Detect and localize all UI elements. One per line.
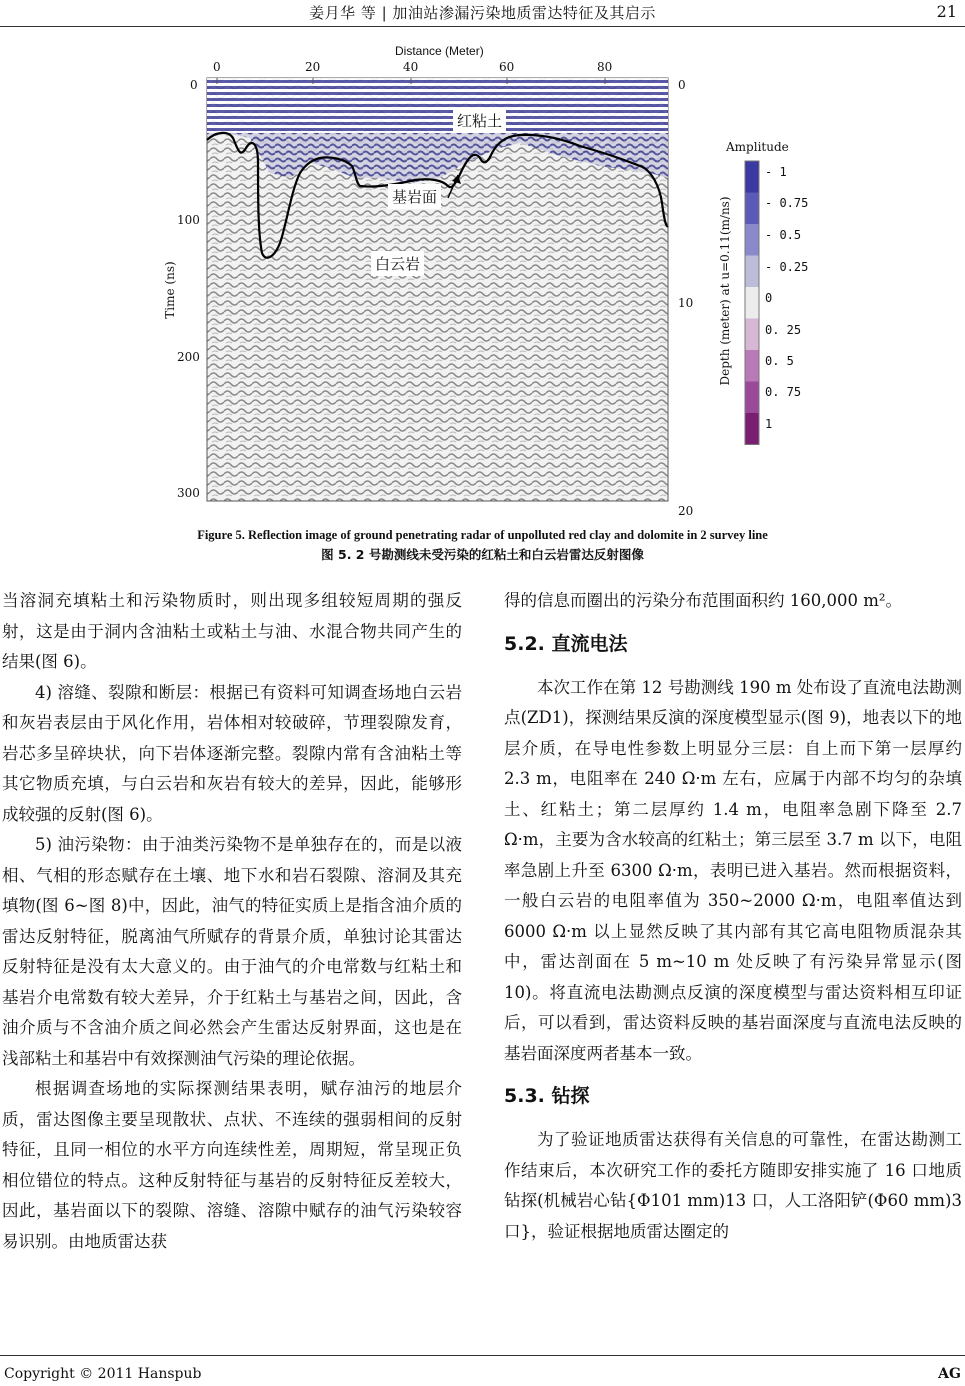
label-red-clay: 红粘土: [453, 108, 506, 133]
legend-label: - 0.25: [765, 260, 809, 274]
x-tick-40: 40: [403, 60, 419, 74]
legend-label: - 0.5: [765, 228, 802, 242]
legend-label: 0. 25: [765, 323, 802, 337]
label-dolomite: 白云岩: [371, 251, 424, 276]
legend-label: - 1: [765, 165, 787, 179]
legend-colorbar: [745, 161, 759, 445]
page-footer: [0, 1355, 965, 1386]
paragraph: 根据调查场地的实际探测结果表明，赋存油污的地层介质，雷达图像主要呈现散状、点状、不连续的强弱相间的反射特征，且同一相位的水平方向连续性差，周期短，常呈现正负相位错位的特点。这种反射特征与基岩的反射特征反差较大，因此，基岩面以下的裂隙、溶缝、溶隙中赋存的油气污染较容易识别。由地质雷达获: [2, 1079, 462, 1251]
legend-swatch: [745, 256, 759, 288]
legend-label: 0. 75: [765, 385, 802, 399]
figure-caption-zh: 图 5. 2 号勘测线未受污染的红粘土和白云岩雷达反射图像: [321, 547, 644, 562]
x-tick-20: 20: [305, 60, 321, 74]
section-heading-5-2: 5.2. 直流电法: [504, 632, 628, 655]
y-tick-depth-10: 10: [678, 296, 694, 310]
y-tick-time-300: 300: [177, 486, 200, 500]
y-axis-time-title: Time (ns): [163, 261, 177, 319]
legend-swatch: [745, 161, 759, 193]
legend-label: - 0.75: [765, 196, 809, 210]
paragraph: 5) 油污染物：由于油类污染物不是单独存在的，而是以液相、气相的形态赋存在土壤、地下水和岩石裂隙、溶洞及其充填物(图 6~图 8)中，因此，油气的特征实质上是指含油介质的雷达反射特征，脱离油气所赋存的背景介质，单独讨论其雷达反射特征是没有太大意义的。由于油气的介电常数与红粘土和基岩介电常数有较大差异，介于红粘土与基岩之间，因此，含油介质与不含油介质之间必然会产生雷达反射界面，这也是在浅部粘土和基岩中有效探测油气污染的理论依据。: [2, 835, 462, 1068]
right-column: [504, 586, 962, 1247]
figure-5: [0, 38, 965, 518]
page-header: [0, 0, 965, 27]
legend-swatch: [745, 382, 759, 414]
y-tick-time-100: 100: [177, 213, 200, 227]
x-axis-title: Distance (Meter): [395, 44, 484, 58]
legend-swatch: [745, 319, 759, 351]
page-number: 21: [936, 2, 957, 21]
paragraph: 本次工作在第 12 号勘测线 190 m 处布设了直流电法勘测点(ZD1)，探测结果反演的深度模型显示(图 9)，地表以下的地层介质，在导电性参数上明显分三层：自上而下第一层厚约 2.3 m，电阻率在 240 Ω·m 左右，应属于内部不均匀的杂填土、红粘土；第二层厚约 1.4 m，电阻率急剧下降至 2.7 Ω·m，主要为含水较高的红粘土；第三层至 3.7 m 以下，电阻率急剧上升至 6300 Ω·m，表明已进入基岩。然而根据资料，一般白云岩的电阻率值为 350~2000 Ω·m，电阻率值达到 6000 Ω·m 以上显然反映了其内部有其它高电阻物质混杂其中，雷达剖面在 5 m~10 m 处反映了有污染异常显示(图 10)。将直流电法勘测点反演的深度模型与雷达资料相互印证后，可以看到，雷达资料反映的基岩面深度与直流电法反映的基岩面深度两者基本一致。: [504, 677, 962, 1063]
x-tick-0: 0: [213, 60, 221, 74]
surface-reflection-bands: [207, 78, 668, 133]
journal-abbrev: AG: [938, 1366, 961, 1382]
y-tick-depth-20: 20: [678, 504, 694, 518]
legend-swatch: [745, 413, 759, 445]
legend-title: Amplitude: [726, 140, 789, 154]
paragraph: 为了验证地质雷达获得有关信息的可靠性，在雷达勘测工作结束后，本次研究工作的委托方随即安排实施了 16 口地质钻探(机械岩心钻{Φ101 mm)13 口，人工洛阳铲(Φ60 mm)3 口}，验证根据地质雷达圈定的: [504, 1130, 962, 1241]
legend-swatch: [745, 350, 759, 382]
left-column: [2, 586, 462, 1257]
x-tick-60: 60: [499, 60, 515, 74]
label-bedrock-surface: 基岩面: [388, 184, 441, 209]
legend-swatch: [745, 193, 759, 225]
y-axis-depth-title: Depth (meter) at u=0.11(m/ns): [718, 196, 732, 386]
legend-label: 1: [765, 417, 773, 431]
legend-label: 0: [765, 291, 773, 305]
figure-caption-en: Figure 5. Reflection image of ground penetrating radar of unpolluted red clay and dolomite in 2 survey line: [197, 528, 768, 542]
x-tick-80: 80: [597, 60, 613, 74]
y-tick-depth-0: 0: [678, 78, 686, 92]
paragraph: 4) 溶缝、裂隙和断层：根据已有资料可知调查场地白云岩和灰岩表层由于风化作用，岩体相对较破碎，节理裂隙发育，岩芯多呈碎块状，向下岩体逐渐完整。裂隙内常有含油粘土等其它物质充填，与白云岩和灰岩有较大的差异，因此，能够形成较强的反射(图 6)。: [2, 682, 462, 824]
copyright: Copyright © 2011 Hanspub: [4, 1366, 202, 1382]
section-heading-5-3: 5.3. 钻探: [504, 1085, 590, 1107]
y-tick-time-0: 0: [190, 78, 198, 92]
running-title: 姜月华 等 | 加油站渗漏污染地质雷达特征及其启示: [309, 4, 656, 22]
legend-swatch: [745, 287, 759, 319]
paragraph: 当溶洞充填粘土和污染物质时，则出现多组较短周期的强反射，这是由于洞内含油粘土或粘土与油、水混合物共同产生的结果(图 6)。: [2, 591, 462, 671]
legend-label: 0. 5: [765, 354, 794, 368]
y-tick-time-200: 200: [177, 350, 200, 364]
paragraph: 得的信息而圈出的污染分布范围面积约 160,000 m²。: [504, 591, 902, 610]
legend-swatch: [745, 224, 759, 256]
